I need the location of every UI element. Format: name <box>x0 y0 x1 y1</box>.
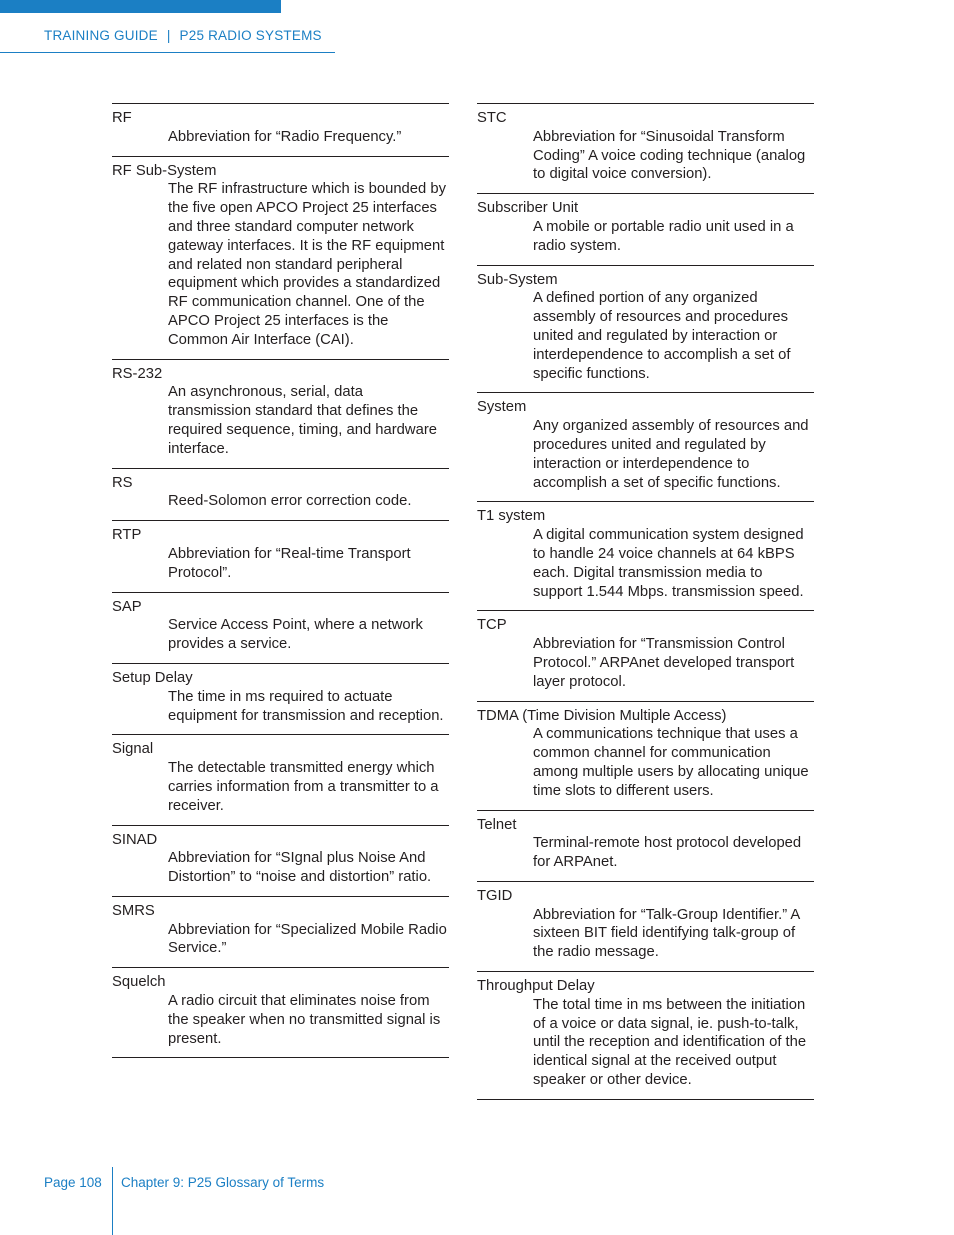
glossary-definition: Any organized assembly of resources and procedures united and regulated by interaction or interdependence to accomplish a set of specific functions. <box>533 418 809 491</box>
glossary-term: SMRS <box>112 902 155 919</box>
glossary-term: STC <box>477 110 507 126</box>
glossary-entry <box>112 520 449 591</box>
glossary-definition: A digital communication system designed to handle 24 voice channels at 64 kBPS each. Digital transmission media to support 1.544 Mbps. transmission speed. <box>533 527 804 600</box>
glossary-entry <box>112 734 449 824</box>
glossary-term: System <box>477 399 527 416</box>
glossary-definition: Reed-Solomon error correction code. <box>168 493 412 510</box>
glossary-entry <box>477 392 814 501</box>
glossary-term: SAP <box>112 598 142 615</box>
glossary-entry <box>477 265 814 393</box>
glossary-term: RS-232 <box>112 365 163 382</box>
glossary-definition: Abbreviation for “Talk-Group Identifier.” A sixteen BIT field identifying talk-group of the radio message. <box>533 906 800 961</box>
glossary-definition: Service Access Point, where a network provides a service. <box>168 617 423 653</box>
glossary-definition: Abbreviation for “Real-time Transport Protocol”. <box>168 545 411 581</box>
running-header <box>44 28 322 43</box>
glossary-term: Throughput Delay <box>477 978 595 995</box>
glossary-definition: A mobile or portable radio unit used in a radio system. <box>533 218 794 254</box>
glossary-entry <box>477 610 814 700</box>
glossary-entry <box>477 193 814 264</box>
glossary-term: Signal <box>112 741 154 758</box>
glossary-definition: The RF infrastructure which is bounded by the five open APCO Project 25 interfaces and three standard computer network gateway interfaces. It is the RF equipment and related non standard peripheral equipment which provides a standardized RF communication channel. One of the APCO Project 25 interfaces is the Common Air Interface (CAI). <box>168 181 446 348</box>
glossary-entry <box>477 103 814 193</box>
glossary-term: Sub-System <box>477 271 558 288</box>
guide-label: TRAINING GUIDE <box>44 28 158 43</box>
system-label: P25 RADIO SYSTEMS <box>179 28 322 43</box>
glossary-entry <box>112 967 449 1058</box>
glossary-entry <box>477 971 814 1100</box>
header-accent-bar <box>0 0 281 13</box>
glossary-term: RS <box>112 474 133 491</box>
glossary-entry <box>112 663 449 734</box>
glossary-definition: A defined portion of any organized assembly of resources and procedures united and regulated by interaction or interdependence to accomplish a set of specific functions. <box>533 290 791 382</box>
chapter-title: Chapter 9: P25 Glossary of Terms <box>121 1175 325 1190</box>
glossary-definition: Abbreviation for “Specialized Mobile Radio Service.” <box>168 921 447 957</box>
glossary-definition: The total time in ms between the initiation of a voice or data signal, ie. push-to-talk, until the reception and identification of the identical signal at the received output speaker or other device. <box>533 996 807 1089</box>
glossary-entry <box>112 896 449 967</box>
glossary-definition: A communications technique that uses a common channel for communication among multiple users by allocating unique time slots to different users. <box>533 726 809 799</box>
glossary-entry <box>112 156 449 359</box>
glossary-column-right <box>477 103 814 1100</box>
glossary-term: T1 system <box>477 508 546 525</box>
glossary-entry <box>477 810 814 881</box>
glossary-entry <box>477 501 814 610</box>
glossary-term: Subscriber Unit <box>477 200 579 217</box>
glossary-definition: Abbreviation for “Sinusoidal Transform Coding” A voice coding technique (analog to digital voice conversion). <box>533 128 806 183</box>
glossary-column-left <box>112 103 449 1058</box>
glossary-definition: A radio circuit that eliminates noise from the speaker when no transmitted signal is present. <box>168 993 441 1047</box>
page-number: Page 108 <box>44 1175 102 1190</box>
glossary-term: Squelch <box>112 974 166 991</box>
glossary-definition: Abbreviation for “Transmission Control Protocol.” ARPAnet developed transport layer protocol. <box>533 636 795 690</box>
glossary-term: TGID <box>477 887 513 904</box>
glossary-entry <box>112 359 449 468</box>
glossary-term: Setup Delay <box>112 669 193 686</box>
glossary-definition: The time in ms required to actuate equipment for transmission and reception. <box>168 688 444 724</box>
glossary-term: SINAD <box>112 831 158 848</box>
header-separator: | <box>166 28 171 43</box>
glossary-definition: Abbreviation for “Radio Frequency.” <box>168 128 402 145</box>
glossary-entry <box>477 701 814 810</box>
glossary-entry <box>112 468 449 521</box>
glossary-definition: An asynchronous, serial, data transmission standard that defines the required sequence, timing, and hardware interface. <box>168 384 437 457</box>
glossary-term: RTP <box>112 527 142 544</box>
glossary-entry <box>112 825 449 896</box>
footer-divider <box>112 1167 113 1235</box>
glossary-entry <box>477 881 814 971</box>
glossary-definition: The detectable transmitted energy which carries information from a transmitter to a receiver. <box>168 760 439 814</box>
glossary-term: TCP <box>477 617 507 634</box>
header-rule <box>0 52 335 53</box>
glossary-term: RF <box>112 110 132 126</box>
glossary-term: RF Sub-System <box>112 162 217 179</box>
glossary-definition: Terminal-remote host protocol developed for ARPAnet. <box>533 835 802 871</box>
glossary-definition: Abbreviation for “SIgnal plus Noise And Distortion” to “noise and distortion” ratio. <box>168 850 432 886</box>
glossary-term: TDMA (Time Division Multiple Access) <box>477 707 727 724</box>
glossary-term: Telnet <box>477 816 517 833</box>
glossary-entry <box>112 592 449 663</box>
glossary-entry <box>112 103 449 156</box>
